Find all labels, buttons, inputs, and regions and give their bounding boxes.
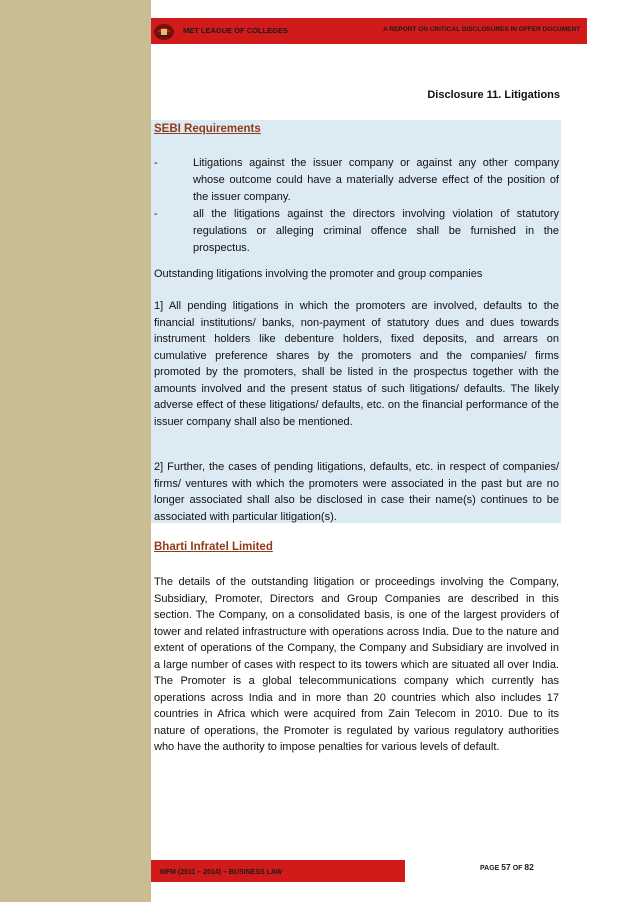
bullet-marker: - — [154, 208, 158, 220]
sebi-bullet-list — [154, 155, 559, 257]
list-item — [154, 206, 559, 257]
bullet-text: all the litigations against the directors involving violation of statutory regulations or alleging criminal offence shall be furnished in the prospectus. — [193, 208, 559, 254]
sebi-section-title: SEBI Requirements — [154, 123, 261, 135]
footer-course-label: MFM (2011 – 2014) – BUSINESS LAW — [160, 869, 283, 876]
page-label: PAGE — [480, 865, 500, 872]
page-sidebar — [0, 0, 151, 902]
page-current: 57 — [501, 862, 511, 872]
sebi-paragraph-2: 2] Further, the cases of pending litigations, defaults, etc. in respect of companies/ firms/ ventures with which the promoters were associated in the past but are no longer associated shall also be disclosed in case their name(s) continues to be associated with particular litigation(s). — [154, 461, 559, 523]
page-number — [480, 862, 534, 872]
company-section-title: Bharti Infratel Limited — [154, 541, 273, 553]
page-total: 82 — [524, 862, 534, 872]
list-item — [154, 155, 559, 206]
disclosure-title: Disclosure 11. Litigations — [427, 89, 560, 101]
bullet-marker: - — [154, 157, 158, 169]
outstanding-litigations-heading: Outstanding litigations involving the promoter and group companies — [154, 268, 483, 280]
bullet-text: Litigations against the issuer company or against any other company whose outcome could have a materially adverse effect of the position of the issuer company. — [193, 157, 559, 203]
header-college-name: MET LEAGUE OF COLLEGES — [183, 26, 289, 35]
header-report-title: A REPORT ON CRITICAL DISCLOSURES IN OFFER DOCUMENT — [383, 26, 581, 33]
college-emblem-icon — [153, 20, 175, 42]
sebi-paragraph-1: 1] All pending litigations in which the promoters are involved, defaults to the financial institutions/ banks, non-payment of statutory dues and dues towards instrument holders like debenture holders, fixed deposits, and arrears on cumulative preference shares by the promoters and the companies/ firms promoted by the promoters, shall be listed in the prospectus together with the amounts involved and the present status of such litigations/ defaults. The likely adverse effect of these litigations/ defaults, etc. on the financial performance of the issuer company shall also be mentioned. — [154, 300, 559, 428]
of-label: OF — [512, 865, 523, 872]
company-paragraph: The details of the outstanding litigation or proceedings involving the Company, Subsidiary, Promoter, Directors and Group Companies are described in this section. The Company, on a consolidated basis, is one of the largest providers of tower and related infrastructure with operations across India. Due to the nature and extent of operations of the Company, the Company and Subsidiary are involved in a large number of cases with respect to its towers which are situated all over India. The Promoter is a global telecommunications company which currently has operations across India and in more than 20 countries which also includes 17 countries in Africa which were acquired from Zain Telecom in 2010. Due to its nature of operations, the Promoter is regulated by various regulatory authorities who have the authority to impose penalties for various levels of default. — [154, 576, 559, 753]
